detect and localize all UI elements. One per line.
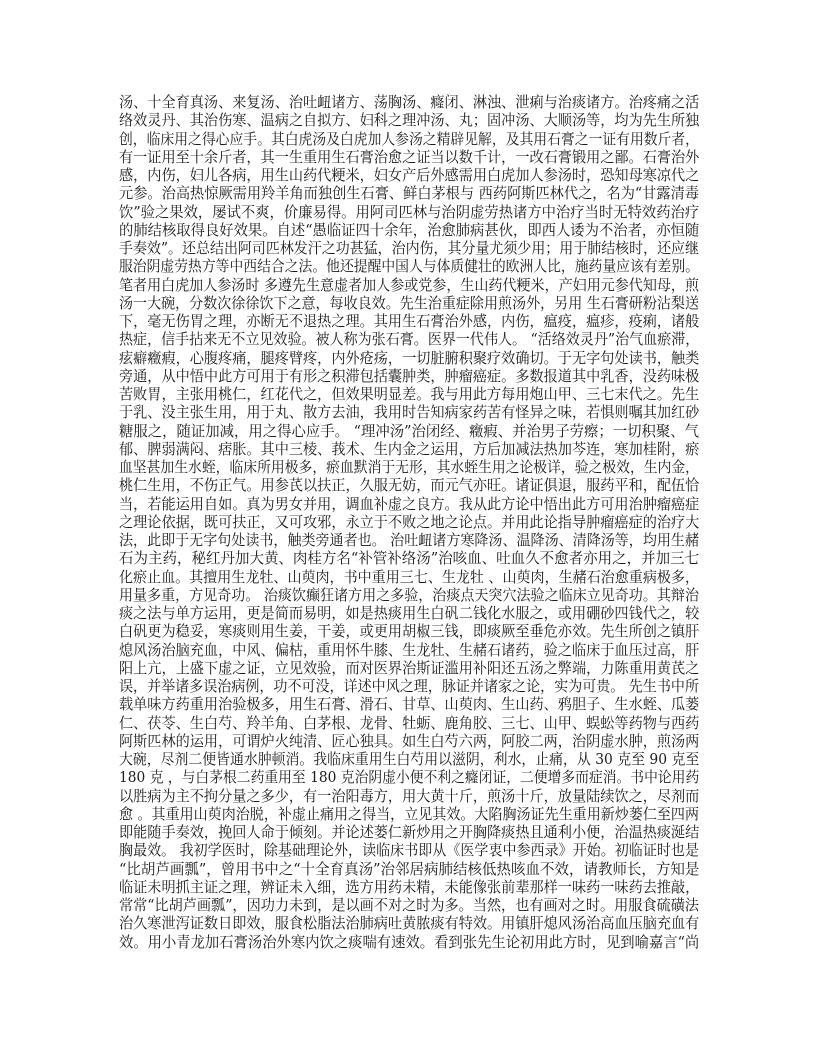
text-line: 阿斯匹林的运用，可谓炉火纯清、匠心独具。如生白芍六两，阿胶二两，治阴虚水肿，煎汤两 — [119, 732, 700, 750]
text-line: 痃癖癥瘕，心腹疼痛，腿疼臂疼，内外疮疡，一切脏腑积聚疗效确切。于无字句处读书，触类 — [119, 349, 700, 367]
text-line: 当，若能运用自如。真为男女并用，调血补虚之良方。我从此方论中悟出此方可用治肿瘤癌症 — [119, 495, 700, 513]
text-line: 的肺结核取得良好效果。自述“愚临证四十余年，治愈肺病甚伙，即西人诿为不治者，亦恒随 — [119, 221, 700, 239]
text-line: 阳上亢，上盛下虚之证，立见效验，而对医界治斯证滥用补阳还五汤之弊端，力陈重用黄芪之 — [119, 659, 700, 677]
text-line: 胸最效。 我初学医时，除基础理论外，读临床书即从《医学衷中参西录》开始。初临证时也是 — [119, 842, 699, 860]
text-line: 元参。治高热惊厥需用羚羊角而独创生石膏、鲜白茅根与 西药阿斯匹林代之，名为“甘露清毒 — [119, 185, 699, 203]
text-line: 误，并举诸多误治病例，功不可没，详述中风之理，脉证并诸家之论，实为可贵。 先生书中所 — [119, 678, 699, 695]
text-line: 饮”验之果效，屡试不爽，价廉易得。用阿司匹林与治阴虚劳热诸方中治疗当时无特效药治疗 — [119, 203, 700, 221]
text-line: 于乳、没主张生用，用于丸、散方去油，我用时告知病家药苦有怪异之味，若惧则嘱其加红砂 — [119, 404, 700, 422]
text-line: 以胜病为主不拘分量之多少，有一治阳毒方，用大黄十斤，煎汤十斤，放量陆续饮之，尽剂而 — [119, 787, 700, 805]
text-line: 苦败胃，主张用桃仁，红花代之，但效果明显差。我与用此方每用炮山甲、三七末代之。先生 — [119, 386, 700, 403]
text-line: 临证未明抓主证之理，辨证未入细，选方用药未精，未能像张前辈那样一味药一味药去推敲， — [119, 878, 700, 896]
text-line: 熄风汤治脑充血，中风、偏枯，重用怀牛膝、生龙牡、生赭石诸药，验之临床于血压过高，肝 — [119, 641, 700, 659]
text-line: 常常“比胡芦画瓢”，因功力未到，是以画不对之时为多。当然，也有画对之时。用服食硫磺法 — [119, 897, 699, 914]
text-line: 汤、十全育真汤、来复汤、治吐衄诸方、荡胸汤、癃闭、淋浊、泄痢与治痰诸方。治疼痛之活 — [119, 94, 700, 111]
text-line: 血坚甚加生水蛭，临床所用极多，瘀血默消于无形，其水蛭生用之论极详，验之极效，生内金， — [119, 459, 699, 476]
text-line: 化瘀止血。其擅用生龙牡、山萸肉，书中重用三七、生龙牡 、山萸肉，生赭石治愈重病极多， — [119, 568, 699, 586]
text-line: 有一证用至十余斤者，其一生重用生石膏治愈之证当以数千计，一改石膏锻用之鄙。石膏治外 — [119, 148, 700, 166]
text-line: 糖服之，随证加减，用之得心应手。 “理冲汤”治闭经、癥瘕、并治男子劳瘵；一切积聚、气 — [119, 422, 699, 440]
body-text — [119, 94, 699, 952]
text-line: 法，此即于无字句处读书，触类旁通者也。 治吐衄诸方寒降汤、温降汤、清降汤等，均用生赭 — [119, 532, 699, 549]
text-line: 旁通，从中悟中此方可用于有形之积滞包括囊肿类，肿瘤癌症。多数报道其中乳香，没药味极 — [119, 367, 700, 385]
text-line: 用量多重，方见奇功。 治痰饮癫狂诸方用之多验，治痰点天突穴法验之临床立见奇功。其辩治 — [119, 586, 699, 604]
text-line: 仁、茯苓、生白芍、羚羊角、白茅根、龙骨、牡蛎、鹿角胶、三七、山甲、蜈蚣等药物与西药 — [119, 714, 700, 732]
text-line: 笔者用白虎加人参汤时 多遵先生意虚者加人参或党参，生山药代粳米，产妇用元参代知母，煎 — [119, 276, 699, 294]
text-line: 桃仁生用，不伤正气。用参芪以扶正，久服无妨，而元气亦旺。诸证俱退，服药平和，配伍恰 — [119, 477, 700, 495]
text-line: 感，内伤，妇儿各病，用生山药代粳米，妇女产后外感需用白虎加人参汤时，恐知母寒凉代之 — [119, 167, 700, 184]
text-line: 即能随手奏效，挽回人命于倾刻。并论述蒌仁新炒用之开胸降痰热且通利小便，治温热痰涎结 — [119, 824, 700, 841]
text-line: 180 克 ，与白茅根二药重用至 180 克治阴虚小便不利之癃闭证，二便增多而症消。书中论用药 — [119, 769, 700, 787]
text-line: 效。用小青龙加石膏汤治外寒内饮之痰喘有速效。看到张先生论初用此方时，见到喻嘉言“尚 — [119, 933, 700, 951]
text-line: 下，毫无伤胃之理，亦断无不退热之理。其用生石膏治外感，内伤，瘟疫，瘟疹，疫痢，诸般 — [119, 313, 700, 330]
text-line: 络效灵丹、其治伤寒、温病之自拟方、妇科之理冲汤、丸；固冲汤、大顺汤等，均为先生所独 — [119, 112, 700, 130]
text-line: 创，临床用之得心应手。其白虎汤及白虎加人参汤之精辟见解，及其用石膏之一证有用数斤者， — [119, 130, 699, 148]
text-line: 热症，信手拈来无不立见效验。被人称为张石膏。医界一代伟人。 “活络效灵丹”治气血瘀滞， — [119, 331, 700, 349]
text-line: 服治阴虚劳热方等中西结合之法。他还提醒中国人与体质健壮的欧洲人比，施药量应该有差别。 — [119, 258, 699, 276]
text-line: 手奏效”。还总结出阿司匹林发汗之功甚猛，治内伤，其分量尤须少用；用于肺结核时，还应继 — [119, 240, 699, 257]
text-line: 汤一大碗，分数次徐徐饮下之意，每收良效。先生治重症除用煎汤外，另用 生石膏研粉沾梨送 — [119, 294, 699, 312]
text-line: 大碗，尽剂二便皆通水肿顿消。我临床重用生白芍用以滋阴，利水，止痛，从 30 克至 90 克至 — [119, 751, 700, 768]
text-line: 载单味方药重用治验极多，用生石膏、滑石、甘草、山萸肉、生山药、鸦胆子、生水蛭、瓜蒌 — [119, 696, 700, 714]
text-line: 之理论依据，既可扶正，又可攻邪，永立于不败之地之论点。并用此论指导肿瘤癌症的治疗大 — [119, 513, 700, 531]
text-line: 白矾更为稳妥，寒痰则用生姜，干姜，或更用胡椒三钱，即痰厥至垂危亦效。先生所创之镇肝 — [119, 623, 700, 641]
text-line: “比胡芦画瓢”，曾用书中之“十全育真汤”治邻居病肺结核低热咳血不效，请教师长，方知是 — [119, 860, 700, 878]
text-line: 郁、脾弱满闷、痞胀。其中三棱、莪术、生内金之运用，方后加减法热加芩连，寒加桂附，瘀 — [119, 440, 700, 458]
text-line: 石为主药，秘红丹加大黄、肉桂方名“补管补络汤”治咳血、吐血久不愈者亦用之，并加三七 — [119, 550, 700, 568]
text-line: 痰之法与单方运用，更是简而易明，如是热痰用生白矾二钱化水服之，或用硼砂四钱代之，较 — [119, 605, 700, 622]
text-line: 治久寒泄泻证数日即效，服食松脂法治肺病吐黄脓痰有特效。用镇肝熄风汤治高血压脑充血有 — [119, 915, 700, 933]
text-line: 愈 。其重用山萸肉治脱，补虚止痛用之得当，立见其效。大陷胸汤证先生重用新炒蒌仁至四两 — [119, 805, 699, 823]
